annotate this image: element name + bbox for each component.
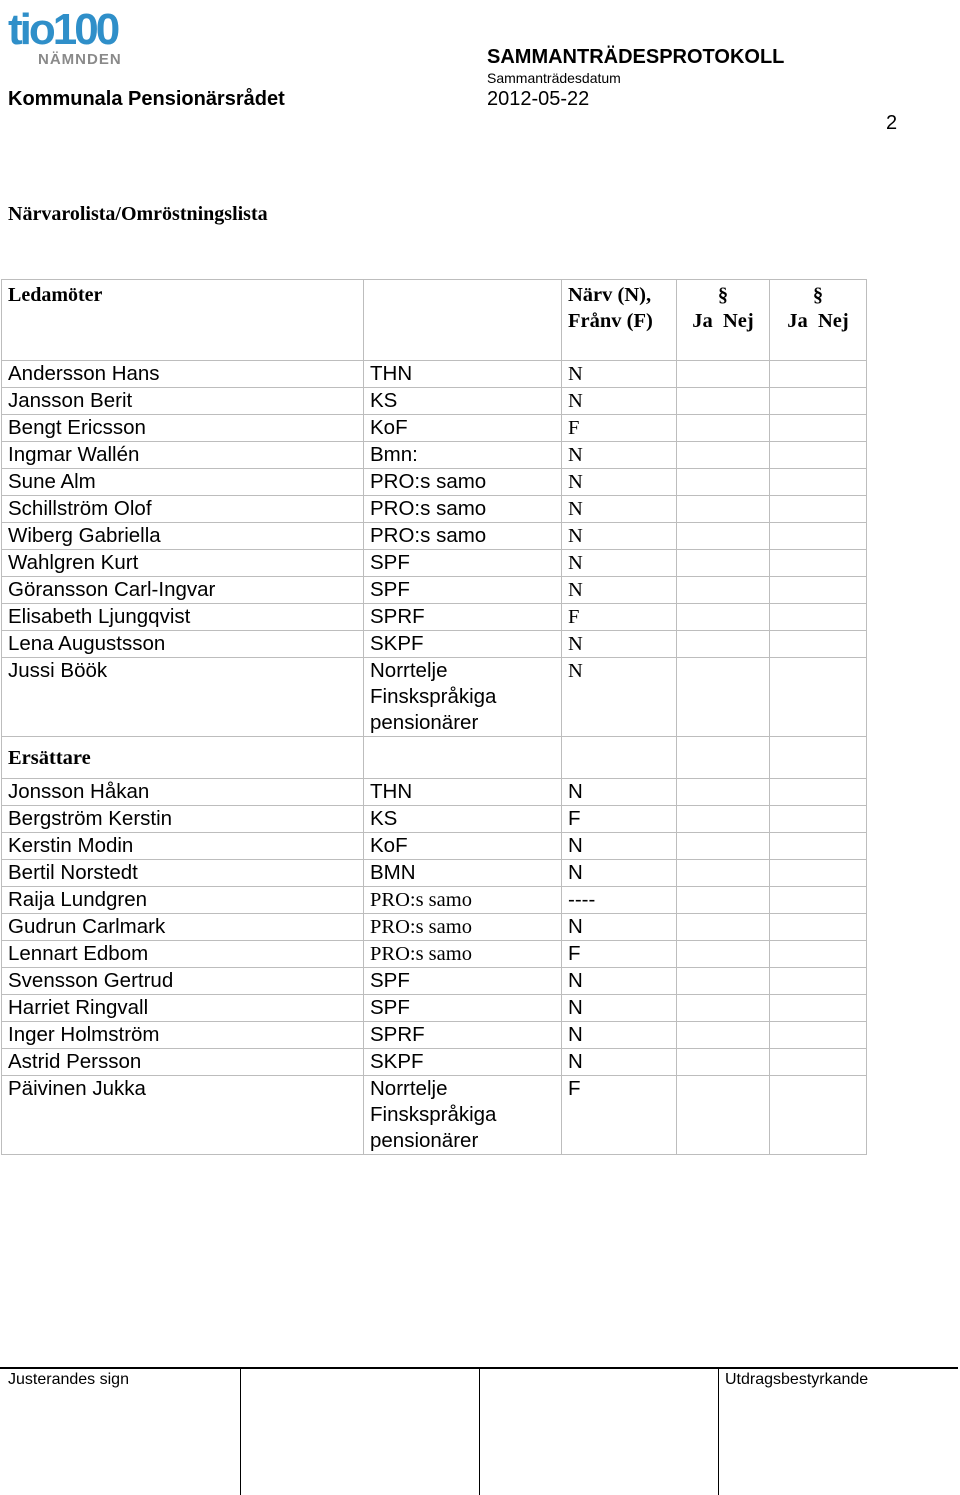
person-name: Wahlgren Kurt bbox=[2, 550, 364, 577]
vote-cell bbox=[770, 361, 867, 388]
organization-cell: PRO:s samo bbox=[364, 941, 562, 968]
presence-status: N bbox=[562, 496, 677, 523]
vote-cell bbox=[770, 833, 867, 860]
meeting-date: 2012-05-22 bbox=[487, 88, 590, 110]
person-name: Päivinen Jukka bbox=[2, 1076, 364, 1155]
presence-status: F bbox=[562, 415, 677, 442]
org-header bbox=[364, 280, 562, 361]
presence-status: N bbox=[562, 577, 677, 604]
organization-cell bbox=[364, 658, 562, 737]
vote-header-2: § Ja Nej bbox=[770, 280, 867, 361]
vote-cell bbox=[770, 496, 867, 523]
vote-cell bbox=[677, 550, 770, 577]
organization-cell: PRO:s samo bbox=[364, 496, 562, 523]
member-row bbox=[2, 442, 867, 469]
member-row bbox=[2, 550, 867, 577]
footer-divider bbox=[479, 1368, 480, 1495]
member-row bbox=[2, 631, 867, 658]
member-row bbox=[2, 523, 867, 550]
presence-status: N bbox=[562, 523, 677, 550]
vote-cell bbox=[770, 550, 867, 577]
person-name: Raija Lundgren bbox=[2, 887, 364, 914]
organization-cell: PRO:s samo bbox=[364, 469, 562, 496]
vote-cell bbox=[677, 577, 770, 604]
vote-cell bbox=[677, 361, 770, 388]
organization-cell: SKPF bbox=[364, 631, 562, 658]
organization-cell: SPRF bbox=[364, 1022, 562, 1049]
presence-status: N bbox=[562, 550, 677, 577]
page-title: Närvarolista/Omröstningslista bbox=[8, 203, 268, 225]
substitute-row bbox=[2, 1022, 867, 1049]
vote-cell bbox=[770, 1049, 867, 1076]
presence-status: ---- bbox=[562, 887, 677, 914]
vote-cell bbox=[677, 604, 770, 631]
organization-line: pensionärer bbox=[370, 1129, 479, 1152]
person-name: Göransson Carl-Ingvar bbox=[2, 577, 364, 604]
person-name: Elisabeth Ljungqvist bbox=[2, 604, 364, 631]
empty-cell bbox=[677, 737, 770, 779]
vote-cell bbox=[770, 415, 867, 442]
person-name: Andersson Hans bbox=[2, 361, 364, 388]
person-name: Jussi Böök bbox=[2, 658, 364, 737]
organization-cell: KS bbox=[364, 388, 562, 415]
presence-status: F bbox=[562, 941, 677, 968]
vote-cell bbox=[770, 523, 867, 550]
organization-cell: KS bbox=[364, 806, 562, 833]
person-name: Jonsson Håkan bbox=[2, 779, 364, 806]
footer-divider bbox=[718, 1368, 719, 1495]
certification-label: Utdragsbestyrkande bbox=[725, 1371, 869, 1388]
vote-cell bbox=[770, 995, 867, 1022]
substitute-row bbox=[2, 833, 867, 860]
person-name: Ingmar Wallén bbox=[2, 442, 364, 469]
person-name: Svensson Gertrud bbox=[2, 968, 364, 995]
organization-cell: SPF bbox=[364, 550, 562, 577]
presence-status: N bbox=[562, 631, 677, 658]
presence-status: F bbox=[562, 806, 677, 833]
organization-cell: SPF bbox=[364, 995, 562, 1022]
organization-line: Norrtelje bbox=[370, 1077, 448, 1100]
organization-cell: BMN bbox=[364, 860, 562, 887]
organization-line: Finskspråkiga bbox=[370, 685, 497, 708]
vote-cell bbox=[677, 523, 770, 550]
organization-cell: SPF bbox=[364, 968, 562, 995]
vote-cell bbox=[770, 469, 867, 496]
organization-cell: THN bbox=[364, 361, 562, 388]
vote-cell bbox=[677, 995, 770, 1022]
vote-cell bbox=[770, 941, 867, 968]
organization-cell: PRO:s samo bbox=[364, 523, 562, 550]
presence-status: F bbox=[562, 1076, 677, 1155]
vote-cell bbox=[677, 860, 770, 887]
substitute-row bbox=[2, 806, 867, 833]
substitute-row bbox=[2, 1076, 867, 1155]
logo-subtext: NÄMNDEN bbox=[38, 51, 122, 68]
organization-name: Kommunala Pensionärsrådet bbox=[8, 88, 285, 110]
substitute-row bbox=[2, 1049, 867, 1076]
presence-status: N bbox=[562, 361, 677, 388]
organization-cell: PRO:s samo bbox=[364, 887, 562, 914]
vote-cell bbox=[677, 887, 770, 914]
member-row bbox=[2, 496, 867, 523]
person-name: Bertil Norstedt bbox=[2, 860, 364, 887]
substitute-row bbox=[2, 779, 867, 806]
organization-cell: SKPF bbox=[364, 1049, 562, 1076]
substitute-row bbox=[2, 995, 867, 1022]
vote-cell bbox=[677, 779, 770, 806]
member-row bbox=[2, 415, 867, 442]
vote-cell bbox=[677, 806, 770, 833]
organization-cell bbox=[364, 1076, 562, 1155]
vote-cell bbox=[770, 658, 867, 737]
tio100-logo bbox=[8, 4, 160, 68]
presence-status: N bbox=[562, 995, 677, 1022]
vote-cell bbox=[677, 968, 770, 995]
member-row bbox=[2, 577, 867, 604]
presence-status: N bbox=[562, 779, 677, 806]
presence-status: N bbox=[562, 1049, 677, 1076]
presence-status: N bbox=[562, 388, 677, 415]
presence-status: N bbox=[562, 442, 677, 469]
vote-cell bbox=[677, 388, 770, 415]
presence-status: N bbox=[562, 658, 677, 737]
person-name: Lena Augustsson bbox=[2, 631, 364, 658]
table-header-row bbox=[2, 280, 867, 361]
organization-line: Finskspråkiga bbox=[370, 1103, 497, 1126]
vote-cell bbox=[677, 658, 770, 737]
empty-cell bbox=[364, 737, 562, 779]
substitutes-section-row bbox=[2, 737, 867, 779]
vote-cell bbox=[770, 604, 867, 631]
logo-text: tio100 bbox=[8, 5, 118, 54]
vote-cell bbox=[677, 833, 770, 860]
vote-cell bbox=[770, 388, 867, 415]
substitute-row bbox=[2, 887, 867, 914]
substitute-row bbox=[2, 860, 867, 887]
vote-cell bbox=[677, 442, 770, 469]
presence-header: Närv (N), Frånv (F) bbox=[562, 280, 677, 361]
organization-cell: KoF bbox=[364, 833, 562, 860]
organization-cell: PRO:s samo bbox=[364, 914, 562, 941]
vote-cell bbox=[677, 415, 770, 442]
vote-cell bbox=[677, 941, 770, 968]
person-name: Bengt Ericsson bbox=[2, 415, 364, 442]
presence-status: N bbox=[562, 860, 677, 887]
organization-cell: THN bbox=[364, 779, 562, 806]
vote-cell bbox=[677, 631, 770, 658]
member-row bbox=[2, 658, 867, 737]
member-row bbox=[2, 604, 867, 631]
person-name: Wiberg Gabriella bbox=[2, 523, 364, 550]
substitute-row bbox=[2, 968, 867, 995]
vote-cell bbox=[770, 914, 867, 941]
substitutes-heading: Ersättare bbox=[2, 737, 364, 779]
page-number: 2 bbox=[886, 112, 898, 134]
organization-line: pensionärer bbox=[370, 711, 479, 734]
person-name: Schillström Olof bbox=[2, 496, 364, 523]
attendance-table bbox=[1, 279, 867, 1155]
person-name: Bergström Kerstin bbox=[2, 806, 364, 833]
vote-cell bbox=[677, 1049, 770, 1076]
empty-cell bbox=[562, 737, 677, 779]
person-name: Harriet Ringvall bbox=[2, 995, 364, 1022]
organization-cell: SPF bbox=[364, 577, 562, 604]
person-name: Lennart Edbom bbox=[2, 941, 364, 968]
member-row bbox=[2, 388, 867, 415]
vote-cell bbox=[770, 860, 867, 887]
vote-cell bbox=[677, 469, 770, 496]
presence-status: F bbox=[562, 604, 677, 631]
vote-cell bbox=[677, 914, 770, 941]
vote-cell bbox=[770, 887, 867, 914]
organization-line: Norrtelje bbox=[370, 659, 448, 682]
vote-cell bbox=[770, 577, 867, 604]
presence-status: N bbox=[562, 1022, 677, 1049]
substitute-row bbox=[2, 941, 867, 968]
vote-cell bbox=[770, 1076, 867, 1155]
person-name: Gudrun Carlmark bbox=[2, 914, 364, 941]
vote-cell bbox=[770, 806, 867, 833]
vote-cell bbox=[770, 631, 867, 658]
vote-cell bbox=[770, 442, 867, 469]
person-name: Sune Alm bbox=[2, 469, 364, 496]
member-row bbox=[2, 469, 867, 496]
member-row bbox=[2, 361, 867, 388]
vote-cell bbox=[677, 1022, 770, 1049]
date-label: Sammanträdesdatum bbox=[487, 70, 621, 86]
signature-label: Justerandes sign bbox=[8, 1371, 129, 1388]
vote-cell bbox=[770, 968, 867, 995]
empty-cell bbox=[770, 737, 867, 779]
members-header: Ledamöter bbox=[2, 280, 364, 361]
substitute-row bbox=[2, 914, 867, 941]
vote-cell bbox=[770, 1022, 867, 1049]
presence-status: N bbox=[562, 469, 677, 496]
vote-cell bbox=[677, 496, 770, 523]
presence-status: N bbox=[562, 833, 677, 860]
organization-cell: SPRF bbox=[364, 604, 562, 631]
person-name: Jansson Berit bbox=[2, 388, 364, 415]
person-name: Inger Holmström bbox=[2, 1022, 364, 1049]
vote-header-1: § Ja Nej bbox=[677, 280, 770, 361]
organization-cell: Bmn: bbox=[364, 442, 562, 469]
presence-status: N bbox=[562, 914, 677, 941]
vote-cell bbox=[677, 1076, 770, 1155]
vote-cell bbox=[770, 779, 867, 806]
person-name: Astrid Persson bbox=[2, 1049, 364, 1076]
person-name: Kerstin Modin bbox=[2, 833, 364, 860]
presence-status: N bbox=[562, 968, 677, 995]
footer-divider bbox=[240, 1368, 241, 1495]
organization-cell: KoF bbox=[364, 415, 562, 442]
document-type: SAMMANTRÄDESPROTOKOLL bbox=[487, 46, 785, 68]
